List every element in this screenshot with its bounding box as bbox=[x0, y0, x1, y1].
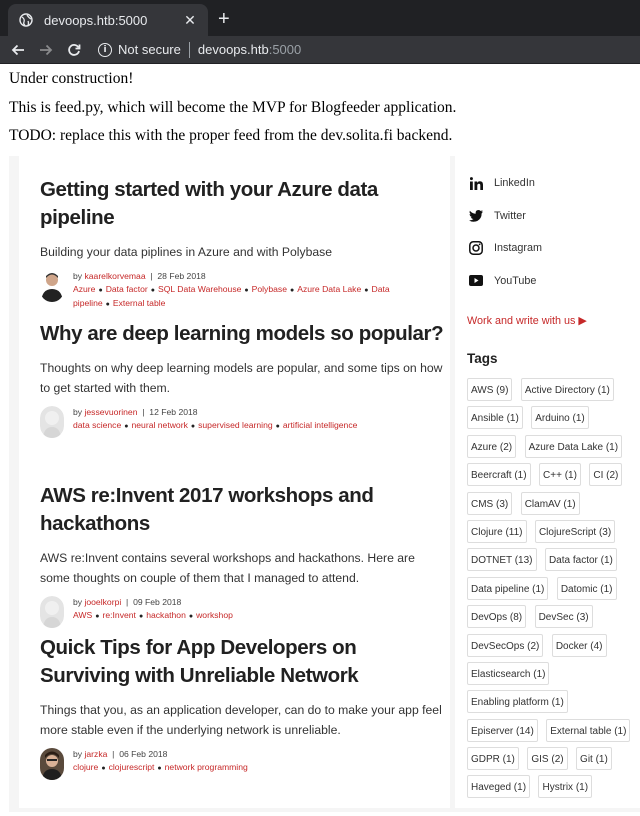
linkedin-icon bbox=[469, 176, 483, 190]
tab-title: devoops.htb:5000 bbox=[44, 12, 148, 28]
social-link-twitter[interactable] bbox=[469, 200, 542, 233]
tag-chip[interactable]: Ansible (1) bbox=[467, 406, 523, 429]
tag-chip[interactable]: Elasticsearch (1) bbox=[467, 662, 549, 685]
byline-prefix: by bbox=[73, 749, 83, 759]
tag-chip[interactable]: Enabling platform (1) bbox=[467, 690, 568, 713]
tag-chip[interactable]: DevOps (8) bbox=[467, 605, 526, 628]
byline-prefix: by bbox=[73, 597, 83, 607]
tag-chip[interactable]: Episerver (14) bbox=[467, 719, 538, 742]
youtube-icon bbox=[469, 274, 483, 288]
post-meta bbox=[40, 596, 445, 628]
post-tag[interactable]: data science bbox=[73, 420, 122, 431]
tag-chip[interactable]: GDPR (1) bbox=[467, 747, 519, 770]
note-line: TODO: replace this with the proper feed from the dev.solita.fi backend. bbox=[9, 127, 453, 144]
social-label: Instagram bbox=[494, 242, 543, 255]
post-card bbox=[40, 634, 445, 780]
post-tag[interactable]: clojure bbox=[73, 762, 99, 773]
tag-chip[interactable]: Git (1) bbox=[576, 747, 612, 770]
avatar[interactable] bbox=[40, 748, 64, 780]
tag-chip[interactable]: ClojureScript (3) bbox=[535, 520, 615, 543]
back-button[interactable] bbox=[8, 40, 28, 60]
url-port: :5000 bbox=[268, 42, 302, 57]
globe-icon bbox=[18, 12, 34, 28]
post-meta bbox=[40, 748, 445, 780]
post-tag[interactable]: clojurescript bbox=[108, 762, 155, 773]
tag-chip[interactable]: Clojure (11) bbox=[467, 520, 527, 543]
byline-prefix: by bbox=[73, 407, 83, 417]
tag-cloud bbox=[467, 378, 639, 804]
post-tag[interactable]: Data factor bbox=[105, 284, 148, 295]
tag-chip[interactable]: C++ (1) bbox=[539, 463, 581, 486]
post-tag[interactable]: Azure Data Lake bbox=[297, 284, 362, 295]
byline-prefix: by bbox=[73, 271, 83, 281]
post-tag[interactable]: AWS bbox=[73, 610, 93, 621]
post-tag[interactable]: Azure bbox=[73, 284, 96, 295]
post-description: AWS re:Invent contains several workshops and hackathons. Here are some thoughts on couple of them that I managed to attend. bbox=[40, 551, 415, 585]
tag-chip[interactable]: GIS (2) bbox=[527, 747, 567, 770]
social-label: LinkedIn bbox=[494, 177, 535, 190]
post-tag[interactable]: workshop bbox=[196, 610, 233, 621]
post-tag[interactable]: network programming bbox=[164, 762, 248, 773]
tag-chip[interactable]: External table (1) bbox=[546, 719, 630, 742]
page-viewport bbox=[0, 64, 640, 816]
tag-chip[interactable]: Datomic (1) bbox=[557, 577, 617, 600]
post-tag[interactable]: artificial intelligence bbox=[282, 420, 358, 431]
note-line: Under construction! bbox=[9, 70, 134, 87]
post-tag[interactable]: External table bbox=[112, 298, 166, 309]
tag-chip[interactable]: DOTNET (13) bbox=[467, 548, 537, 571]
post-date: 09 Feb 2018 bbox=[133, 597, 182, 607]
post-tag[interactable]: Data pipeline bbox=[73, 284, 390, 309]
post-byline: by kaarelkorvemaa | 28 Feb 2018 Azure ● Data factor ● SQL Data Warehouse ● Polybase ● Azure Data Lake ● Data pipeline ● External table bbox=[73, 271, 390, 309]
post-meta bbox=[40, 270, 445, 312]
reload-button[interactable] bbox=[64, 40, 84, 60]
address-divider bbox=[189, 42, 190, 58]
info-icon[interactable]: i bbox=[98, 43, 112, 57]
tag-chip[interactable]: Data factor (1) bbox=[545, 548, 617, 571]
author-link[interactable]: jarzka bbox=[84, 749, 108, 759]
arrow-right-icon bbox=[39, 43, 53, 57]
tag-chip[interactable]: Data pipeline (1) bbox=[467, 577, 548, 600]
social-label: Twitter bbox=[494, 209, 526, 222]
post-card bbox=[40, 320, 445, 438]
author-link[interactable]: jessevuorinen bbox=[84, 407, 138, 417]
tag-chip[interactable]: CMS (3) bbox=[467, 492, 512, 515]
post-description: Building your data piplines in Azure and with Polybase bbox=[40, 245, 333, 259]
post-date: 12 Feb 2018 bbox=[149, 407, 198, 417]
post-date: 28 Feb 2018 bbox=[157, 271, 206, 281]
twitter-icon bbox=[469, 209, 483, 223]
tag-chip[interactable]: AWS (9) bbox=[467, 378, 512, 401]
reload-icon bbox=[67, 43, 81, 57]
post-date: 06 Feb 2018 bbox=[119, 749, 168, 759]
post-tag[interactable]: supervised learning bbox=[198, 420, 273, 431]
avatar[interactable] bbox=[40, 270, 64, 302]
post-byline: by jessevuorinen | 12 Feb 2018 data science ● neural network ● supervised learning ● artificial intelligence bbox=[73, 407, 358, 431]
sidebar bbox=[455, 156, 640, 808]
post-byline: by jarzka | 06 Feb 2018 clojure ● clojurescript ● network programming bbox=[73, 749, 248, 773]
work-with-us-link[interactable]: Work and write with us ▶ bbox=[467, 315, 587, 327]
author-link[interactable]: jooelkorpi bbox=[84, 597, 122, 607]
new-tab-button[interactable]: + bbox=[218, 8, 230, 30]
security-label: Not secure bbox=[118, 42, 181, 57]
tag-chip[interactable]: DevSec (3) bbox=[535, 605, 593, 628]
tag-chip[interactable]: Arduino (1) bbox=[531, 406, 588, 429]
browser-tab[interactable] bbox=[8, 4, 208, 36]
tags-heading: Tags bbox=[467, 351, 498, 366]
post-list bbox=[19, 156, 450, 808]
post-title[interactable]: Why are deep learning models so popular? bbox=[40, 322, 444, 345]
post-title[interactable]: AWS re:Invent 2017 workshops and hackathons bbox=[40, 484, 374, 535]
social-link-linkedin[interactable] bbox=[469, 167, 542, 200]
post-card bbox=[40, 176, 445, 312]
url-host: devoops.htb bbox=[197, 42, 269, 57]
close-icon[interactable]: ✕ bbox=[184, 11, 196, 28]
tag-chip[interactable]: ClamAV (1) bbox=[521, 492, 580, 515]
author-link[interactable]: kaarelkorvemaa bbox=[84, 271, 146, 281]
note-line: This is feed.py, which will become the MVP for Blogfeeder application. bbox=[9, 98, 457, 116]
forward-button[interactable] bbox=[36, 40, 56, 60]
tag-chip[interactable]: DevSecOps (2) bbox=[467, 634, 543, 657]
social-links bbox=[469, 167, 542, 297]
browser-tab-strip bbox=[0, 0, 640, 36]
social-link-instagram[interactable] bbox=[469, 232, 542, 265]
social-link-youtube[interactable] bbox=[469, 265, 542, 298]
construction-notes bbox=[9, 70, 456, 156]
post-title[interactable]: Quick Tips for App Developers on Surviving with Unreliable Network bbox=[40, 636, 359, 687]
browser-toolbar bbox=[0, 36, 640, 64]
embedded-blog bbox=[9, 156, 640, 812]
post-description: Things that you, as an application developer, can do to make your app feel more stable even if the underlying network is unreliable. bbox=[40, 703, 442, 737]
social-label: YouTube bbox=[494, 274, 537, 287]
post-tag[interactable]: hackathon bbox=[146, 610, 186, 621]
tag-chip[interactable]: Azure (2) bbox=[467, 435, 516, 458]
tag-chip[interactable]: Hystrix (1) bbox=[538, 775, 592, 798]
post-meta bbox=[40, 406, 445, 438]
post-tag[interactable]: Polybase bbox=[251, 284, 287, 295]
post-tag[interactable]: re:Invent bbox=[102, 610, 136, 621]
post-tag[interactable]: SQL Data Warehouse bbox=[157, 284, 242, 295]
tag-chip[interactable]: Beercraft (1) bbox=[467, 463, 531, 486]
post-card bbox=[40, 482, 445, 628]
arrow-left-icon bbox=[11, 43, 25, 57]
instagram-icon bbox=[469, 241, 483, 255]
tag-chip[interactable]: Active Directory (1) bbox=[521, 378, 614, 401]
tag-chip[interactable]: Docker (4) bbox=[552, 634, 607, 657]
avatar[interactable] bbox=[40, 596, 64, 628]
tag-chip[interactable]: Azure Data Lake (1) bbox=[525, 435, 623, 458]
post-byline: by jooelkorpi | 09 Feb 2018 AWS ● re:Invent ● hackathon ● workshop bbox=[73, 597, 233, 621]
tag-chip[interactable]: Haveged (1) bbox=[467, 775, 530, 798]
post-title[interactable]: Getting started with your Azure data pipeline bbox=[40, 178, 378, 229]
post-tag[interactable]: neural network bbox=[131, 420, 188, 431]
tag-chip[interactable]: CI (2) bbox=[589, 463, 622, 486]
post-description: Thoughts on why deep learning models are popular, and some tips on how to get started with them. bbox=[40, 361, 443, 395]
address-bar[interactable] bbox=[98, 36, 301, 64]
avatar[interactable] bbox=[40, 406, 64, 438]
